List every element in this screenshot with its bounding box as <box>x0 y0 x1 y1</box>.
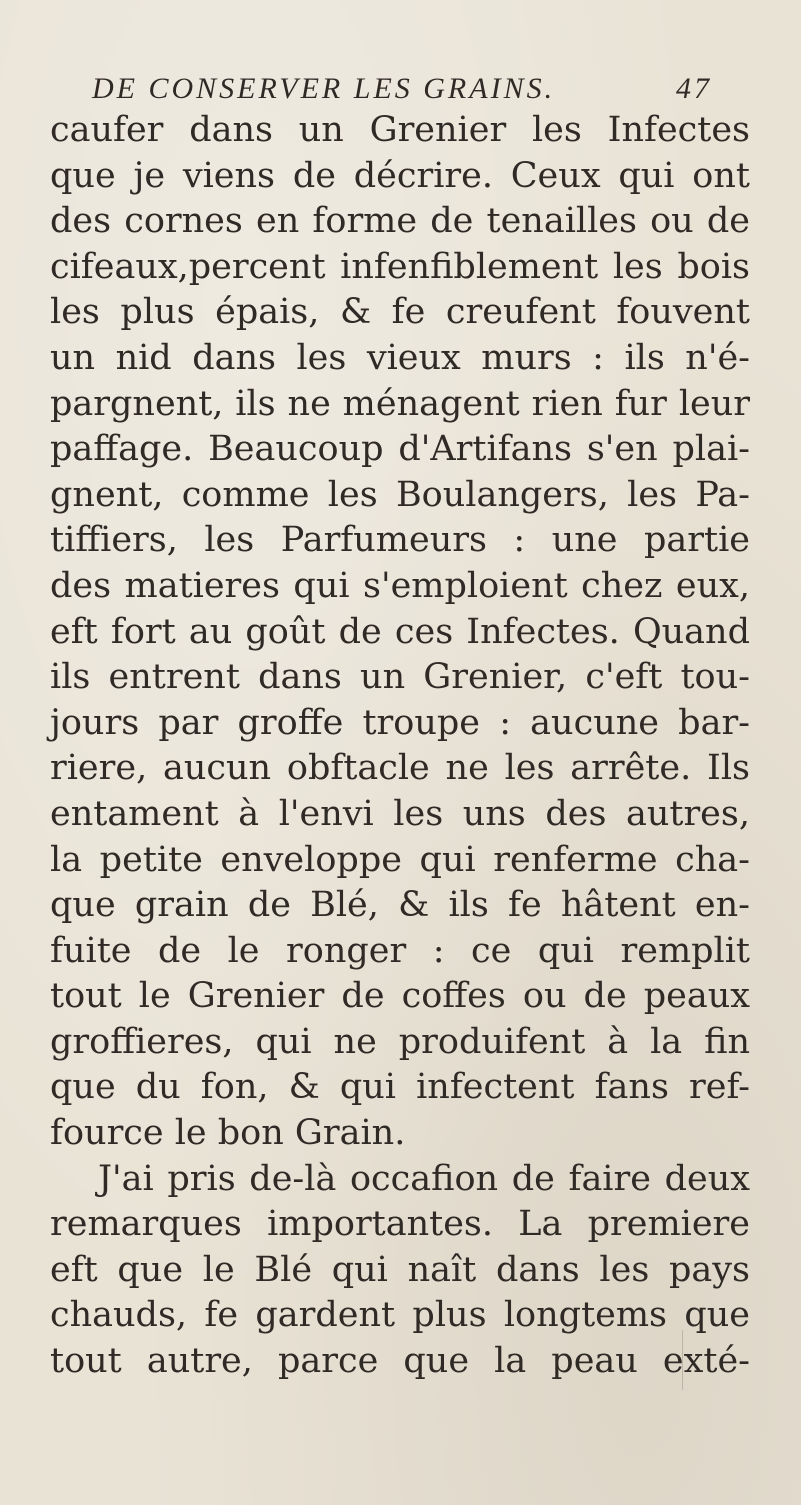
text-line: caufer dans un Grenier les Infectes <box>50 110 750 150</box>
text-line: un nid dans les vieux murs : ils n'é- <box>50 337 750 378</box>
text-line: ils entrent dans un Grenier, c'eft tou- <box>50 657 750 698</box>
text-line: des matieres qui s'emploient chez eux, <box>50 565 750 606</box>
running-title: DE CONSERVER LES GRAINS. <box>92 72 556 105</box>
text-line: jours par groffe troupe : aucune bar- <box>50 702 750 743</box>
running-head <box>92 72 712 112</box>
text-line: groffieres, qui ne produifent à la fin <box>50 1021 750 1062</box>
page-number: 47 <box>676 72 712 105</box>
text-line: paffage. Beaucoup d'Artifans s'en plai- <box>50 429 750 470</box>
text-line: que du fon, & qui infectent fans ref- <box>50 1067 750 1108</box>
text-line: que grain de Blé, & ils fe hâtent en- <box>50 885 750 926</box>
text-line: eft que le Blé qui naît dans les pays <box>50 1249 750 1290</box>
text-line: tout le Grenier de coffes ou de peaux <box>50 976 750 1017</box>
text-line: eft fort au goût de ces Infectes. Quand <box>50 611 750 652</box>
paragraph-end-line: fource le bon Grain. <box>50 1113 406 1154</box>
text-line: fuite de le ronger : ce qui remplit <box>50 930 750 971</box>
text-line: les plus épais, & fe creufent fouvent <box>50 292 750 333</box>
paragraph-start-line: J'ai pris de-là occafion de faire deux <box>98 1158 750 1199</box>
text-line: remarques importantes. La premiere <box>50 1204 750 1245</box>
text-line: gnent, comme les Boulangers, les Pa- <box>50 474 750 515</box>
text-line: des cornes en forme de tenailles ou de <box>50 201 750 242</box>
text-line: riere, aucun obftacle ne les arrête. Ils <box>50 748 750 789</box>
text-line: cifeaux,percent infenfiblement les bois <box>50 246 750 287</box>
text-line: que je viens de décrire. Ceux qui ont <box>50 155 750 196</box>
text-line: entament à l'envi les uns des autres, <box>50 793 750 834</box>
text-line: tiffiers, les Parfumeurs : une partie <box>50 520 750 561</box>
text-line: chauds, fe gardent plus longtems que <box>50 1295 750 1336</box>
paper-crease <box>682 1330 683 1390</box>
body-text <box>50 108 750 1385</box>
text-line: pargnent, ils ne ménagent rien fur leur <box>50 383 750 424</box>
text-line: tout autre, parce que la peau exté- <box>50 1341 750 1382</box>
text-line: la petite enveloppe qui renferme cha- <box>50 839 750 880</box>
